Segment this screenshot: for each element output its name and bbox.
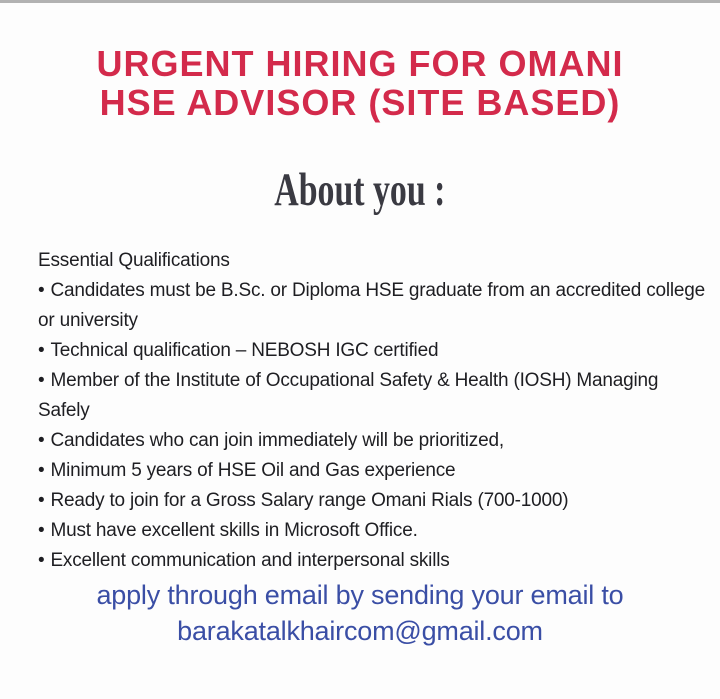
top-border-strip — [0, 0, 720, 3]
page-title-line-1: URGENT HIRING FOR OMANI — [96, 43, 624, 84]
apply-email: barakatalkhaircom@gmail.com — [177, 616, 543, 646]
bullet: • — [38, 550, 45, 571]
qualification-item — [38, 276, 708, 336]
bullet: • — [38, 370, 45, 391]
qualification-text: Must have excellent skills in Microsoft Office. — [50, 520, 418, 541]
section-heading-wrap — [0, 164, 720, 216]
qualification-text: Excellent communication and interpersonal skills — [50, 550, 450, 571]
apply-instructions — [0, 577, 720, 649]
bullet: • — [38, 430, 45, 451]
page-title — [0, 44, 720, 122]
qualification-item — [38, 546, 708, 576]
qualification-text: Technical qualification – NEBOSH IGC certified — [50, 340, 439, 361]
qualification-item — [38, 426, 708, 456]
qualifications-intro: Essential Qualifications — [38, 250, 230, 271]
apply-line: apply through email by sending your email to — [96, 580, 624, 610]
qualification-item — [38, 366, 708, 426]
qualification-text: Minimum 5 years of HSE Oil and Gas experience — [50, 460, 456, 481]
qualifications-list — [38, 276, 708, 576]
qualification-item — [38, 336, 708, 366]
page-title-line-2: HSE ADVISOR (SITE BASED) — [99, 82, 621, 123]
qualification-text: Candidates who can join immediately will be prioritized, — [50, 430, 504, 451]
qualification-item — [38, 516, 708, 546]
bullet: • — [38, 460, 45, 481]
bullet: • — [38, 490, 45, 511]
bullet: • — [38, 520, 45, 541]
qualification-text: Ready to join for a Gross Salary range Omani Rials (700-1000) — [50, 490, 569, 511]
qualification-item — [38, 456, 708, 486]
qualification-text: Member of the Institute of Occupational Safety & Health (IOSH) Managing Safely — [38, 370, 659, 421]
qualification-text: Candidates must be B.Sc. or Diploma HSE graduate from an accredited college or university — [38, 280, 706, 331]
qualifications-section — [38, 246, 708, 576]
section-heading: About you : — [274, 164, 446, 216]
bullet: • — [38, 340, 45, 361]
qualification-item — [38, 486, 708, 516]
bullet: • — [38, 280, 45, 301]
